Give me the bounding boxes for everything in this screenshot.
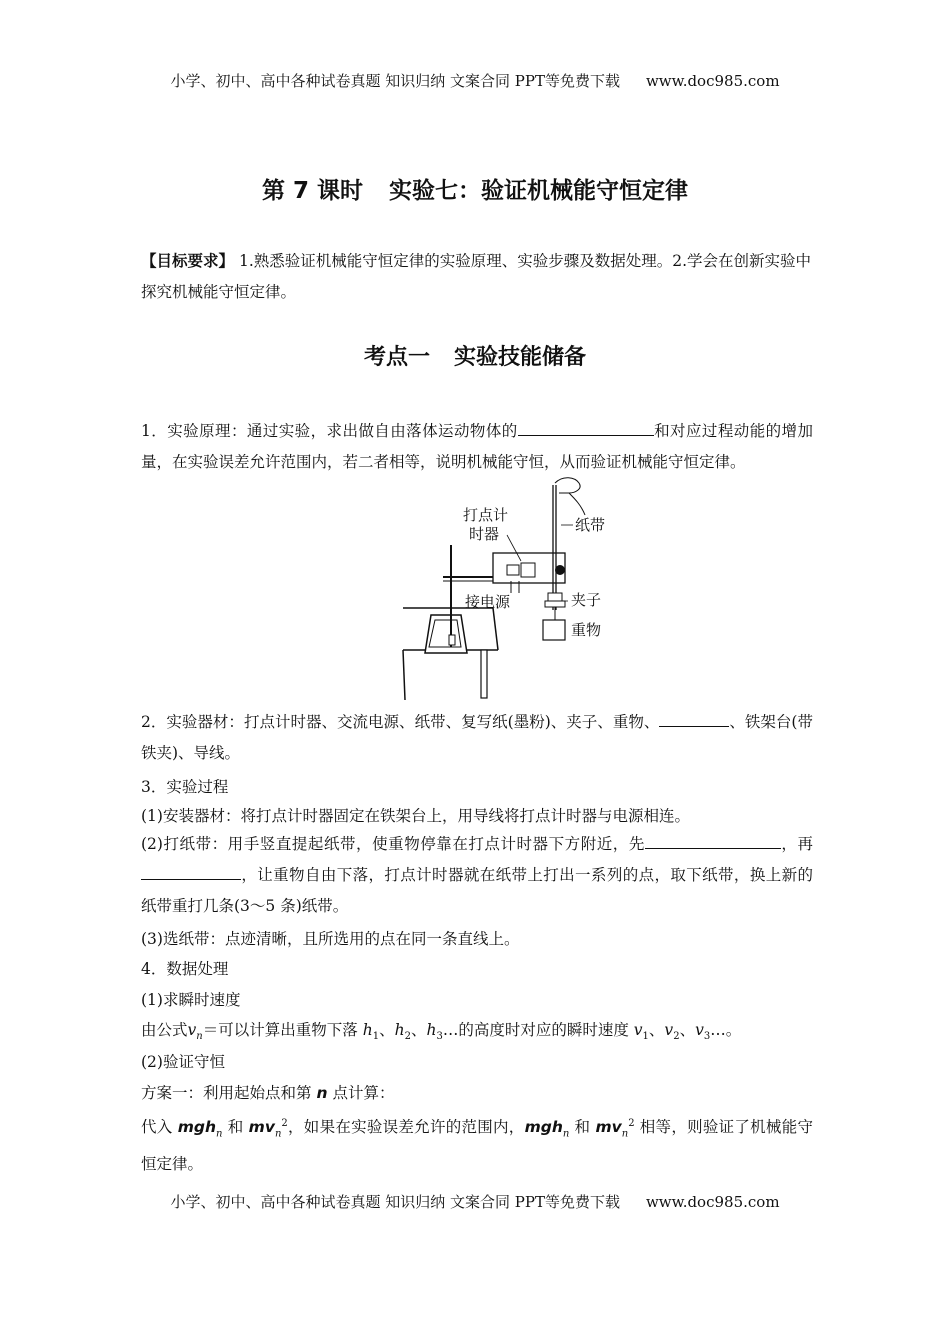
data-heading: 4．数据处理 [141, 960, 229, 978]
equipment-text-b: 、铁架台(带铁夹)、导线。 [141, 713, 813, 762]
label-tape: 纸带 [575, 516, 606, 534]
step-tape-a: (2)打纸带：用手竖直提起纸带，使重物停靠在打点计时器下方附近，先 [141, 835, 645, 853]
step-tape-c: ，让重物自由下落，打点计时器就在纸带上打出一系列的点，取下纸带，换上新的纸带重打几条(3～5 条)纸带。 [141, 866, 813, 915]
principle-text-b: 和对应过程动能的增加量，在实验误差允许范围内，若二者相等，说明机械能守恒，从而验证机械能守恒定律。 [141, 422, 813, 471]
objectives-text: 1.熟悉验证机械能守恒定律的实验原理、实验步骤及数据处理。2.学会在创新实验中探究机械能守恒定律。 [141, 252, 812, 301]
header-text: 小学、初中、高中各种试卷真题 知识归纳 文案合同 PPT等免费下载 [170, 72, 620, 90]
label-timer-2: 时器 [469, 525, 500, 543]
velocity-formula-line: 由公式$v_n=$可以计算出重物下落 $h_1$、$h_2$、$h_3\dots$的高度时对应的瞬时速度 $v_1$、$v_2$、$v_3\dots$。 [141, 1021, 742, 1043]
title-topic: 实验七：验证机械能守恒定律 [389, 178, 689, 204]
step-tape [141, 829, 813, 922]
process-heading: 3．实验过程 [141, 778, 229, 796]
principle-paragraph [141, 416, 813, 478]
step-install: (1)安装器材：将打点计时器固定在铁架台上，用导线将打点计时器与电源相连。 [141, 807, 690, 825]
title-lesson: 第 7 课时 [261, 178, 364, 204]
equipment-paragraph [141, 707, 813, 769]
section-label: 考点一 [363, 345, 430, 370]
verify-heading: (2)验证守恒 [141, 1053, 225, 1071]
principle-text-a: 1．实验原理：通过实验，求出做自由落体运动物体的 [141, 422, 518, 440]
objectives-label: 【目标要求】 [141, 252, 235, 270]
section-heading [0, 340, 950, 371]
objectives [141, 246, 813, 308]
footer-site[interactable]: www.doc985.com [645, 1193, 780, 1211]
page-title [0, 172, 950, 205]
label-clip: 夹子 [571, 591, 602, 609]
page-header [0, 70, 950, 91]
step-select: (3)选纸带：点迹清晰，且所选用的点在同一条直线上。 [141, 930, 520, 948]
blank-power-on[interactable] [645, 834, 781, 849]
label-timer: 打点计 [463, 506, 509, 524]
label-weight: 重物 [571, 621, 602, 639]
blank-release-tape[interactable] [141, 865, 241, 880]
blank-ruler[interactable] [659, 712, 729, 727]
apparatus-figure [388, 475, 606, 705]
page-footer [0, 1191, 950, 1212]
section-title: 实验技能储备 [454, 345, 587, 370]
label-power: 接电源 [465, 593, 511, 611]
plan-one-line: 方案一：利用起始点和第 n 点计算： [141, 1084, 395, 1102]
velocity-heading: (1)求瞬时速度 [141, 991, 241, 1009]
footer-text: 小学、初中、高中各种试卷真题 知识归纳 文案合同 PPT等免费下载 [170, 1193, 620, 1211]
blank-potential-energy[interactable] [518, 421, 654, 436]
equipment-text-a: 2．实验器材：打点计时器、交流电源、纸带、复写纸(墨粉)、夹子、重物、 [141, 713, 660, 731]
step-tape-b: ，再 [780, 835, 813, 853]
header-site[interactable]: www.doc985.com [645, 72, 780, 90]
plan-one-paragraph: 代入 mgh$_n$ 和 $mv_n^2$，如果在实验误差允许的范围内，mgh$_n$ 和 $mv_n^2$ 相等，则验证了机械能守恒定律。 [141, 1118, 813, 1174]
